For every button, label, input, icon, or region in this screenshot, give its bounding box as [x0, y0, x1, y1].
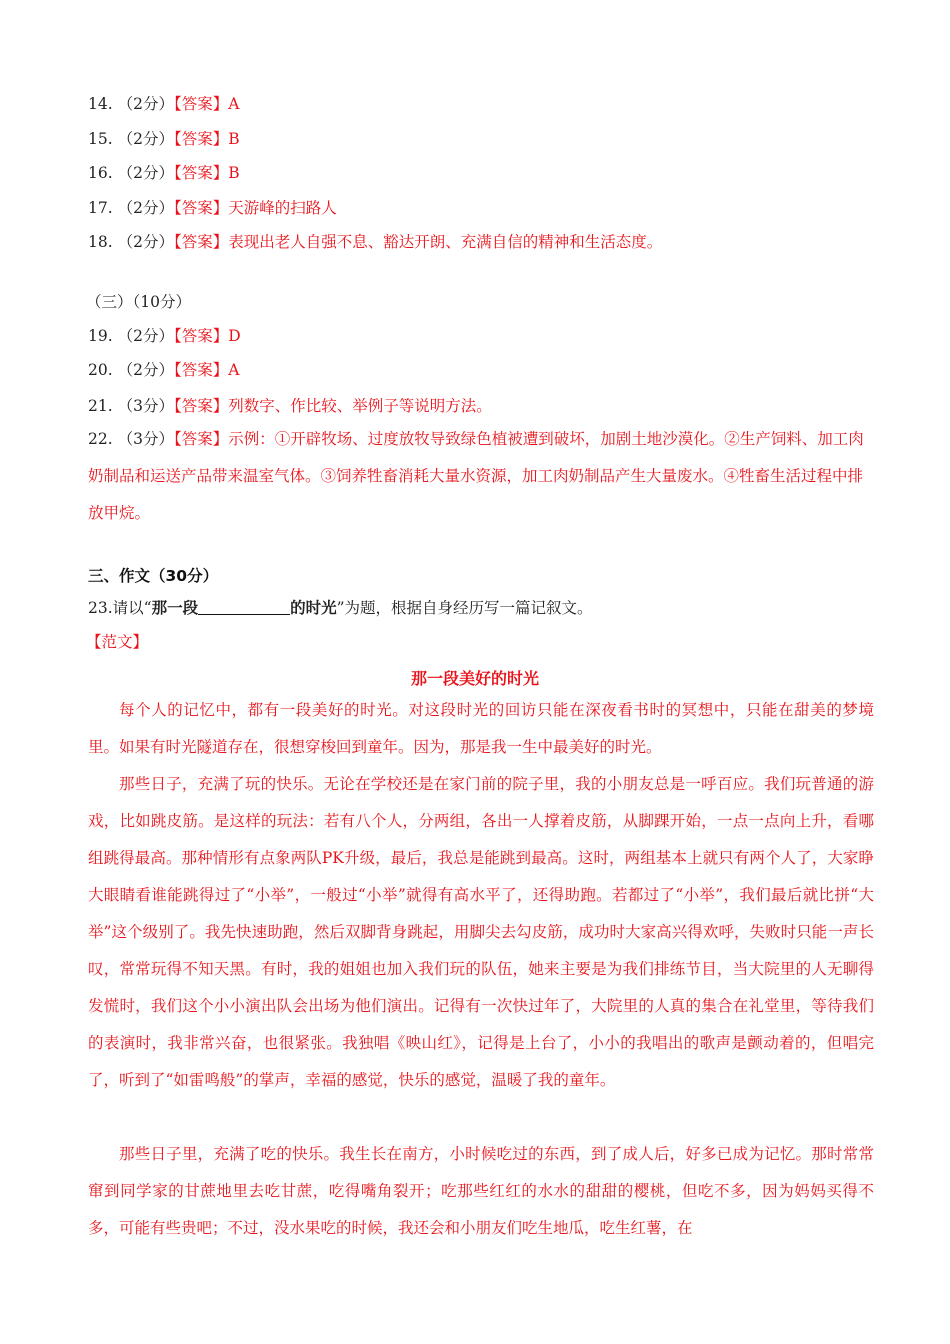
sample-label: 【范文】 [86, 633, 149, 651]
answer-line-17: 17. （2分）【答案】天游峰的扫路人 [88, 199, 337, 217]
answer-line-15: 15. （2分）【答案】B [88, 130, 240, 148]
answer-line-21: 21. （3分）【答案】列数字、作比较、举例子等说明方法。 [88, 397, 492, 415]
answer-line-14: 14. （2分）【答案】A [88, 95, 240, 113]
section-label: （三）（10分） [86, 293, 191, 311]
answer-line-20: 20. （2分）【答案】A [88, 361, 240, 379]
essay-paragraph-2: 那些日子，充满了玩的快乐。无论在学校还是在家门前的院子里，我的小朋友总是一呼百应。我们玩普通的游戏，比如跳皮筋。是这样的玩法：若有八个人，分两组，各出一人撑着皮筋，从脚踝开始，一点一点向上升，看哪组跳得最高。那种情形有点象两队PK升级，最后，我总是能跳到最高。这时，两组基本上就只有两个人了，大家睁大眼睛看谁能跳得过了“小举”，一般过“小举”就得有高水平了，还得助跑。若都过了“小举”，我们最后就比拼“大举”这个级别了。我先快速助跑，然后双脚背身跳起，用脚尖去勾皮筋，成功时大家高兴得欢呼，失败时只能一声长叹，常常玩得不知天黑。有时，我的姐姐也加入我们玩的队伍，她来主要是为我们排练节目，当大院里的人无聊得发慌时，我们这个小小演出队会出场为他们演出。记得有一次快过年了，大院里的人真的集合在礼堂里，等待我们的表演时，我非常兴奋，也很紧张。我独唱《映山红》，记得是上台了，小小的我唱出的歌声是颤动着的，但唱完了，听到了“如雷鸣般”的掌声，幸福的感觉，快乐的感觉，温暖了我的童年。 [88, 775, 874, 1089]
answer-line-19: 19. （2分）【答案】D [88, 327, 241, 345]
essay-paragraph-1: 每个人的记忆中，都有一段美好的时光。对这段时光的回访只能在深夜看书时的冥想中，只能在甜美的梦境里。如果有时光隧道存在，很想穿梭回到童年。因为，那是我一生中最美好的时光。 [88, 701, 874, 756]
answer-line-22: 22. （3分）【答案】示例：①开辟牧场、过度放牧导致绿色植被遭到破坏，加剧土地沙漠化。②生产饲料、加工肉奶制品和运送产品带来温室气体。③饲养牲畜消耗大量水资源，加工肉奶制品产生大量废水。④牲畜生活过程中排放甲烷。 [88, 430, 864, 522]
essay-paragraph-3: 那些日子里，充满了吃的快乐。我生长在南方，小时候吃过的东西，到了成人后，好多已成为记忆。那时常常窜到同学家的甘蔗地里去吃甘蔗，吃得嘴角裂开；吃那些红红的水水的甜甜的樱桃，但吃不多，因为妈妈买得不多，可能有些贵吧；不过，没水果吃的时候，我还会和小朋友们吃生地瓜，吃生红薯，在 [88, 1145, 874, 1237]
composition-heading: 三、作文（30分） [88, 567, 219, 585]
answer-line-18: 18. （2分）【答案】表现出老人自强不息、豁达开朗、充满自信的精神和生活态度。 [88, 233, 663, 251]
answer-line-16: 16. （2分）【答案】B [88, 164, 240, 182]
composition-prompt: 23.请以“那一段 的时光”为题，根据自身经历写一篇记叙文。 [88, 599, 593, 617]
fill-in-blank [198, 598, 290, 615]
essay-title: 那一段美好的时光 [410, 669, 539, 688]
